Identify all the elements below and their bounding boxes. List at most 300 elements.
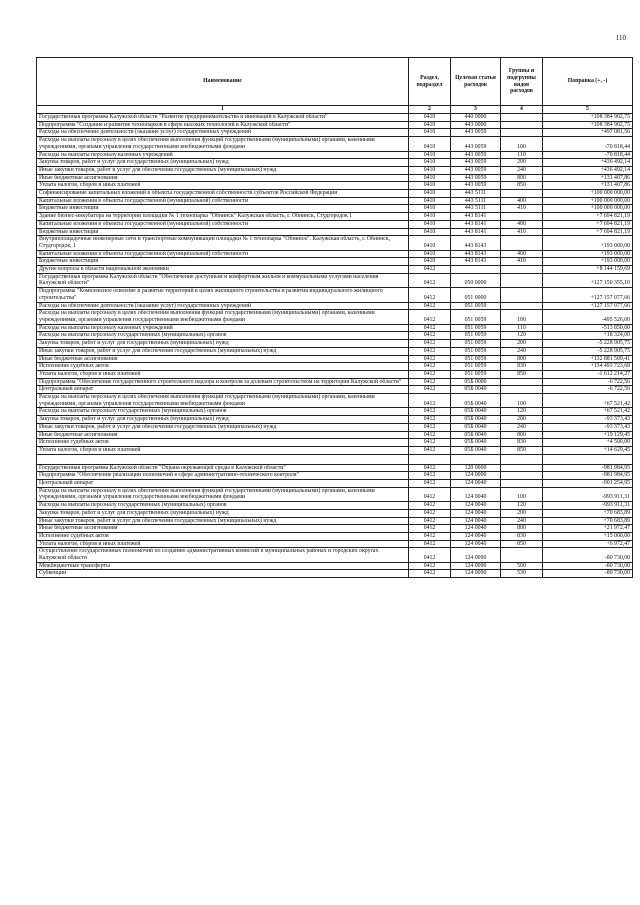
- row-expense-type: 850: [501, 370, 543, 378]
- row-name: Закупка товаров, работ и услуг для государственных (муниципальных) нужд: [37, 159, 409, 167]
- row-section: 0412: [409, 431, 451, 439]
- table-row: [37, 570, 633, 578]
- table-row: [37, 250, 633, 258]
- row-target: 05Б 0040: [451, 431, 501, 439]
- row-target: 124 0090: [451, 548, 501, 562]
- row-name: Расходы на выплаты персоналу государственных (муниципальных) органов: [37, 408, 409, 416]
- table-row: [37, 174, 633, 182]
- row-section: 0410: [409, 129, 451, 137]
- row-section: 0410: [409, 121, 451, 129]
- row-amount: +436 492,14: [543, 166, 633, 174]
- row-target: 05Б 0040: [451, 408, 501, 416]
- row-target: 051 0000: [451, 288, 501, 302]
- row-target: 124 0000: [451, 472, 501, 480]
- row-expense-type: 400: [501, 220, 543, 228]
- table-row: [37, 394, 633, 408]
- row-target: 443 8143: [451, 258, 501, 266]
- row-target: 051 0059: [451, 347, 501, 355]
- column-number: 5: [543, 106, 633, 114]
- budget-table: [36, 57, 633, 578]
- table-row: [37, 213, 633, 221]
- row-section: 0412: [409, 570, 451, 578]
- row-target: 443 0059: [451, 129, 501, 137]
- row-name: Исполнение судебных актов: [37, 439, 409, 447]
- table-row: [37, 137, 633, 151]
- row-amount: +6 972,47: [543, 540, 633, 548]
- row-target: 051 0059: [451, 302, 501, 310]
- row-target: 443 0059: [451, 159, 501, 167]
- row-expense-type: 110: [501, 324, 543, 332]
- row-section: 0412: [409, 439, 451, 447]
- row-target: 443 5111: [451, 197, 501, 205]
- row-section: 0412: [409, 266, 451, 274]
- row-amount: -6 722,56: [543, 378, 633, 386]
- row-expense-type: 410: [501, 205, 543, 213]
- row-amount: +14 629,45: [543, 446, 633, 454]
- row-expense-type: 800: [501, 355, 543, 363]
- row-expense-type: [501, 114, 543, 122]
- row-amount: -93 373,43: [543, 423, 633, 431]
- column-number: 1: [37, 106, 409, 114]
- row-expense-type: 240: [501, 347, 543, 355]
- row-target: 051 0059: [451, 340, 501, 348]
- row-section: 0412: [409, 408, 451, 416]
- row-target: 051 0059: [451, 355, 501, 363]
- table-row: [37, 121, 633, 129]
- row-section: 0412: [409, 363, 451, 371]
- row-expense-type: 100: [501, 310, 543, 324]
- row-name: Закупка товаров, работ и услуг для государственных (муниципальных) нужд: [37, 340, 409, 348]
- table-row: [37, 205, 633, 213]
- budget-table-body: [37, 114, 633, 578]
- row-amount: +497 081,56: [543, 129, 633, 137]
- header-amount: Поправка (+, -): [543, 58, 633, 106]
- row-name: [37, 454, 409, 464]
- row-name: Иные бюджетные ассигнования: [37, 431, 409, 439]
- table-row: [37, 355, 633, 363]
- table-row: [37, 487, 633, 501]
- row-target: 05Б 0040: [451, 446, 501, 454]
- row-name: Уплата налогов, сборов и иных платежей: [37, 370, 409, 378]
- row-section: 0410: [409, 159, 451, 167]
- row-amount: +8 144 159,69: [543, 266, 633, 274]
- row-expense-type: 400: [501, 197, 543, 205]
- table-row: [37, 288, 633, 302]
- table-row: [37, 562, 633, 570]
- row-section: 0410: [409, 258, 451, 266]
- row-target: 443 0059: [451, 182, 501, 190]
- row-section: 0412: [409, 324, 451, 332]
- table-row: [37, 439, 633, 447]
- header-groups: Группы и подгруппы видов расходов: [501, 58, 543, 106]
- row-expense-type: 830: [501, 439, 543, 447]
- row-section: 0412: [409, 332, 451, 340]
- row-amount: +127 157 077,66: [543, 302, 633, 310]
- row-amount: -981 984,95: [543, 472, 633, 480]
- row-name: Уплата налогов, сборов и иных платежей: [37, 446, 409, 454]
- row-expense-type: 530: [501, 570, 543, 578]
- row-expense-type: [501, 480, 543, 488]
- row-expense-type: [501, 266, 543, 274]
- row-name: Центральный аппарат: [37, 386, 409, 394]
- row-name: Подпрограмма "Комплексное освоение и развитие территорий в целях жилищного строительства и развития индивидуального жилищного строительства": [37, 288, 409, 302]
- row-amount: +193 000,00: [543, 258, 633, 266]
- row-amount: +100 000 000,00: [543, 190, 633, 198]
- row-target: 050 0000: [451, 273, 501, 287]
- row-target: 124 0040: [451, 517, 501, 525]
- row-expense-type: 120: [501, 332, 543, 340]
- row-expense-type: 800: [501, 525, 543, 533]
- row-section: 0412: [409, 378, 451, 386]
- table-row: [37, 166, 633, 174]
- row-target: 051 0059: [451, 363, 501, 371]
- row-name: Иные закупки товаров, работ и услуг для обеспечения государственных (муниципальных) нужд: [37, 347, 409, 355]
- row-target: 120 0000: [451, 464, 501, 472]
- row-expense-type: [501, 129, 543, 137]
- row-name: Иные бюджетные ассигнования: [37, 174, 409, 182]
- row-amount: -6 722,56: [543, 386, 633, 394]
- row-section: 0412: [409, 310, 451, 324]
- row-amount: +7 694 821,19: [543, 220, 633, 228]
- row-section: 0410: [409, 250, 451, 258]
- row-amount: -495 526,00: [543, 310, 633, 324]
- header-row: [37, 58, 633, 106]
- row-expense-type: [501, 302, 543, 310]
- row-expense-type: 240: [501, 423, 543, 431]
- row-name: Расходы на обеспечение деятельности (оказание услуг) государственных учреждений: [37, 129, 409, 137]
- row-section: 0412: [409, 517, 451, 525]
- row-name: Подпрограмма "Создание и развитие технопарков в сфере высоких технологий в Калужской области": [37, 121, 409, 129]
- row-name: Иные бюджетные ассигнования: [37, 355, 409, 363]
- row-target: 05Б 0040: [451, 439, 501, 447]
- table-row: [37, 129, 633, 137]
- header-section: Раздел, подраздел: [409, 58, 451, 106]
- row-name: Софинансирование капитальных вложений в объекты государственной собственности субъектов Российской Федерации: [37, 190, 409, 198]
- row-section: 0410: [409, 182, 451, 190]
- table-row: [37, 324, 633, 332]
- row-expense-type: 100: [501, 394, 543, 408]
- row-target: 124 0040: [451, 525, 501, 533]
- table-row: [37, 114, 633, 122]
- row-expense-type: 500: [501, 562, 543, 570]
- table-row: [37, 363, 633, 371]
- row-name: Закупка товаров, работ и услуг для государственных (муниципальных) нужд: [37, 509, 409, 517]
- row-target: 440 0000: [451, 114, 501, 122]
- row-name: Иные закупки товаров, работ и услуг для обеспечения государственных (муниципальных) нужд: [37, 166, 409, 174]
- row-section: 0412: [409, 509, 451, 517]
- table-row: [37, 472, 633, 480]
- row-name: Расходы на выплаты персоналу в целях обеспечения выполнения функций государственными (муниципальными) органами, казенными учреждениями, органами управления государственными внебюджетными фондами: [37, 394, 409, 408]
- row-name: Закупка товаров, работ и услуг для государственных (муниципальных) нужд: [37, 416, 409, 424]
- row-target: 443 8143: [451, 236, 501, 250]
- row-name: Расходы на выплаты персоналу в целях обеспечения выполнения функций государственными (муниципальными) органами, казенными учреждениями, органами управления государственными внебюджетными фондами: [37, 487, 409, 501]
- row-name: Иные бюджетные ассигнования: [37, 525, 409, 533]
- row-name: Расходы на обеспечение деятельности (оказание услуг) государственных учреждений: [37, 302, 409, 310]
- row-amount: +21 972,47: [543, 525, 633, 533]
- row-amount: +7 694 821,19: [543, 213, 633, 221]
- row-section: 0410: [409, 137, 451, 151]
- row-expense-type: 410: [501, 258, 543, 266]
- row-name: Подпрограмма "Обеспечение реализации полномочий в сфере административно-технического контроля": [37, 472, 409, 480]
- row-amount: +131 407,86: [543, 174, 633, 182]
- column-number: 3: [451, 106, 501, 114]
- row-name: Государственная программа Калужской области "Охрана окружающей среды в Калужской области": [37, 464, 409, 472]
- table-row: [37, 370, 633, 378]
- header-name: Наименование: [37, 58, 409, 106]
- row-target: 124 0090: [451, 570, 501, 578]
- row-section: 0412: [409, 423, 451, 431]
- row-amount: -70 818,44: [543, 151, 633, 159]
- row-expense-type: 800: [501, 431, 543, 439]
- table-row: [37, 151, 633, 159]
- row-name: Расходы на выплаты персоналу в целях обеспечения выполнения функций государственными (муниципальными) органами, казенными учреждениями, органами управления государственными внебюджетными фондами: [37, 310, 409, 324]
- row-section: 0412: [409, 347, 451, 355]
- row-section: 0410: [409, 220, 451, 228]
- row-expense-type: [501, 190, 543, 198]
- table-row: [37, 423, 633, 431]
- row-expense-type: 400: [501, 250, 543, 258]
- table-row: [37, 454, 633, 464]
- row-amount: +127 157 077,66: [543, 288, 633, 302]
- row-amount: [543, 454, 633, 464]
- row-amount: +19 129,45: [543, 431, 633, 439]
- row-section: 0412: [409, 525, 451, 533]
- row-name: Бюджетные инвестиции: [37, 258, 409, 266]
- row-section: 0412: [409, 472, 451, 480]
- table-row: [37, 266, 633, 274]
- row-name: Внутриплощадочные инженерные сети и транспортные коммуникации площадки № 1 технопарка "Обнинск". Калужская область, г. Обнинск, Студгородок, 1: [37, 236, 409, 250]
- table-row: [37, 182, 633, 190]
- row-name: Расходы на выплаты персоналу казенных учреждений: [37, 151, 409, 159]
- row-target: 443 0059: [451, 151, 501, 159]
- row-target: 443 5111: [451, 205, 501, 213]
- row-name: Другие вопросы в области национальной экономики: [37, 266, 409, 274]
- row-amount: +15 000,00: [543, 532, 633, 540]
- table-row: [37, 464, 633, 472]
- row-target: 443 0059: [451, 166, 501, 174]
- row-amount: -80 730,00: [543, 562, 633, 570]
- row-amount: +132 881 509,41: [543, 355, 633, 363]
- row-expense-type: 200: [501, 416, 543, 424]
- row-target: 124 0040: [451, 480, 501, 488]
- row-section: 0410: [409, 228, 451, 236]
- row-expense-type: 110: [501, 151, 543, 159]
- row-section: 0410: [409, 114, 451, 122]
- row-amount: +127 150 355,10: [543, 273, 633, 287]
- row-section: 0412: [409, 532, 451, 540]
- row-target: 05Б 0040: [451, 394, 501, 408]
- row-section: 0412: [409, 540, 451, 548]
- row-section: 0412: [409, 386, 451, 394]
- row-amount: -993 911,31: [543, 487, 633, 501]
- row-amount: -901 254,95: [543, 480, 633, 488]
- row-amount: +4 500,00: [543, 439, 633, 447]
- row-expense-type: 830: [501, 532, 543, 540]
- table-row: [37, 220, 633, 228]
- row-section: [409, 454, 451, 464]
- row-expense-type: 800: [501, 174, 543, 182]
- row-expense-type: 200: [501, 159, 543, 167]
- row-target: 051 0059: [451, 324, 501, 332]
- row-section: 0412: [409, 394, 451, 408]
- row-target: 051 0059: [451, 332, 501, 340]
- row-section: 0410: [409, 205, 451, 213]
- row-section: 0410: [409, 174, 451, 182]
- table-row: [37, 502, 633, 510]
- table-row: [37, 302, 633, 310]
- row-expense-type: 240: [501, 166, 543, 174]
- table-row: [37, 540, 633, 548]
- row-target: 05Б 0000: [451, 378, 501, 386]
- row-name: Бюджетные инвестиции: [37, 228, 409, 236]
- row-section: 0410: [409, 236, 451, 250]
- table-row: [37, 517, 633, 525]
- row-expense-type: [501, 213, 543, 221]
- row-expense-type: [501, 454, 543, 464]
- header-target: Целевая статья расходов: [451, 58, 501, 106]
- row-amount: +436 492,14: [543, 159, 633, 167]
- row-amount: +131 407,86: [543, 182, 633, 190]
- row-name: Исполнение судебных актов: [37, 363, 409, 371]
- row-section: 0412: [409, 340, 451, 348]
- row-name: Уплата налогов, сборов и иных платежей: [37, 540, 409, 548]
- table-row: [37, 548, 633, 562]
- row-section: 0410: [409, 166, 451, 174]
- row-section: 0410: [409, 213, 451, 221]
- row-amount: -93 373,43: [543, 416, 633, 424]
- column-number: 4: [501, 106, 543, 114]
- table-row: [37, 446, 633, 454]
- row-target: 051 0059: [451, 370, 501, 378]
- row-expense-type: 200: [501, 509, 543, 517]
- row-name: Подпрограмма "Обеспечение государственного строительного надзора и контроля за долевым строительством на территории Калужской области": [37, 378, 409, 386]
- row-name: Расходы на выплаты персоналу казенных учреждений: [37, 324, 409, 332]
- row-name: Иные закупки товаров, работ и услуг для обеспечения государственных (муниципальных) нужд: [37, 423, 409, 431]
- row-section: 0412: [409, 446, 451, 454]
- table-row: [37, 159, 633, 167]
- row-expense-type: [501, 386, 543, 394]
- row-name: Государственная программа Калужской области "Обеспечение доступным и комфортным жильем и коммунальными услугами населения Калужской области": [37, 273, 409, 287]
- row-section: 0412: [409, 302, 451, 310]
- row-amount: +100 000 000,00: [543, 205, 633, 213]
- row-amount: -1 612 214,27: [543, 370, 633, 378]
- row-expense-type: 200: [501, 340, 543, 348]
- row-section: 0412: [409, 416, 451, 424]
- row-expense-type: [501, 548, 543, 562]
- table-row: [37, 228, 633, 236]
- row-target: 124 0040: [451, 502, 501, 510]
- row-amount: +193 000,00: [543, 250, 633, 258]
- row-section: 0412: [409, 487, 451, 501]
- row-name: Осуществление государственных полномочий по созданию административных комиссий в муниципальных районах и городских округах Калужской области: [37, 548, 409, 562]
- row-amount: +18 324,00: [543, 332, 633, 340]
- row-target: 051 0059: [451, 310, 501, 324]
- row-amount: +70 683,89: [543, 517, 633, 525]
- row-section: 0412: [409, 355, 451, 363]
- row-amount: -80 730,00: [543, 570, 633, 578]
- row-amount: -70 818,44: [543, 137, 633, 151]
- row-expense-type: 100: [501, 137, 543, 151]
- row-name: Здание бизнес-инкубатора на территории площадки № 1 технопарка "Обнинск" Калужская область, г. Обнинск, Студгородок 1: [37, 213, 409, 221]
- row-target: 443 0000: [451, 121, 501, 129]
- row-target: 443 8141: [451, 213, 501, 221]
- row-expense-type: [501, 472, 543, 480]
- row-section: 0410: [409, 151, 451, 159]
- table-row: [37, 386, 633, 394]
- row-name: Капитальные вложения в объекты государственной (муниципальной) собственности: [37, 220, 409, 228]
- row-amount: +67 521,42: [543, 394, 633, 408]
- table-row: [37, 431, 633, 439]
- row-amount: -5 228 905,75: [543, 347, 633, 355]
- table-row: [37, 190, 633, 198]
- table-row: [37, 416, 633, 424]
- row-name: Исполнение судебных актов: [37, 532, 409, 540]
- row-section: 0412: [409, 562, 451, 570]
- row-name: Центральный аппарат: [37, 480, 409, 488]
- table-row: [37, 408, 633, 416]
- table-row: [37, 532, 633, 540]
- row-target: 443 8143: [451, 250, 501, 258]
- table-row: [37, 480, 633, 488]
- row-target: 124 0040: [451, 487, 501, 501]
- row-target: 124 0040: [451, 509, 501, 517]
- page-number: 110: [615, 34, 626, 42]
- row-target: [451, 266, 501, 274]
- row-amount: +100 000 000,00: [543, 197, 633, 205]
- row-name: Расходы на выплаты персоналу государственных (муниципальных) органов: [37, 502, 409, 510]
- row-expense-type: [501, 464, 543, 472]
- row-amount: +193 000,00: [543, 236, 633, 250]
- row-target: 443 0059: [451, 137, 501, 151]
- row-name: Иные закупки товаров, работ и услуг для обеспечения государственных (муниципальных) нужд: [37, 517, 409, 525]
- row-amount: -981 984,95: [543, 464, 633, 472]
- row-target: 124 0040: [451, 532, 501, 540]
- table-row: [37, 340, 633, 348]
- row-amount: +108 384 902,75: [543, 114, 633, 122]
- column-number-row: [37, 106, 633, 114]
- row-name: Капитальные вложения в объекты государственной (муниципальной) собственности: [37, 197, 409, 205]
- row-section: 0412: [409, 502, 451, 510]
- row-target: 05Б 0040: [451, 386, 501, 394]
- row-expense-type: 240: [501, 517, 543, 525]
- table-row: [37, 525, 633, 533]
- row-amount: +134 493 723,68: [543, 363, 633, 371]
- row-target: 443 0059: [451, 174, 501, 182]
- row-expense-type: 120: [501, 408, 543, 416]
- row-expense-type: 100: [501, 487, 543, 501]
- table-row: [37, 273, 633, 287]
- row-expense-type: 850: [501, 182, 543, 190]
- row-expense-type: 850: [501, 446, 543, 454]
- row-section: 0410: [409, 190, 451, 198]
- table-row: [37, 310, 633, 324]
- row-amount: -513 850,00: [543, 324, 633, 332]
- row-expense-type: 410: [501, 228, 543, 236]
- row-target: 05Б 0040: [451, 423, 501, 431]
- row-target: 443 5111: [451, 190, 501, 198]
- row-section: 0412: [409, 370, 451, 378]
- row-name: Уплата налогов, сборов и иных платежей: [37, 182, 409, 190]
- row-expense-type: 120: [501, 502, 543, 510]
- row-section: 0412: [409, 273, 451, 287]
- row-name: Расходы на выплаты персоналу в целях обеспечения выполнения функций государственными (муниципальными) органами, казенными учреждениями, органами управления государственными внебюджетными фондами: [37, 137, 409, 151]
- row-section: 0410: [409, 197, 451, 205]
- table-row: [37, 509, 633, 517]
- row-target: 443 8141: [451, 228, 501, 236]
- row-section: 0412: [409, 288, 451, 302]
- row-section: 0412: [409, 548, 451, 562]
- row-section: 0412: [409, 464, 451, 472]
